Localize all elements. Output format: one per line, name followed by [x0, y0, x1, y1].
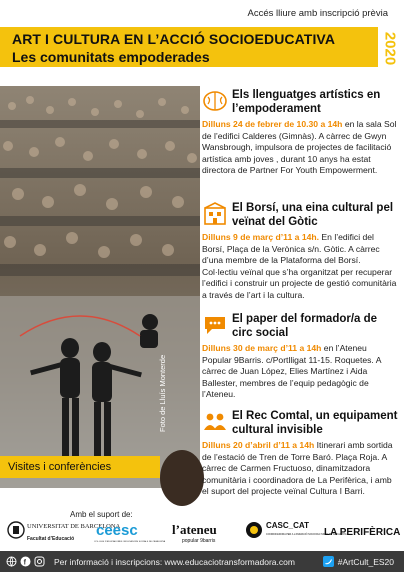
access-note: Accés lliure amb inscripció prèvia — [247, 8, 388, 19]
event-title: El Borsí, una eina cultural pel veïnat del Gòtic — [232, 202, 394, 228]
ub-logo-name: UNIVERSITAT DE BARCELONA — [27, 523, 121, 530]
social-icons — [6, 556, 48, 567]
footer-bar — [0, 551, 404, 572]
globe-icon[interactable] — [6, 556, 17, 567]
visits-caption: Visites i conferències — [0, 456, 160, 478]
photo-credit: Foto de Lluís Monterde — [158, 354, 167, 432]
casc-logo-sub: COORDINADORA PER A L’ANIMACIÓ SOCIOCULTURAL DE CATALUNYA — [266, 533, 347, 536]
event-text: En l’edifici del Borsí, Plaça de la Verònica s/n. Gòtic. A càrrec d’una membre de la Plataforma del Borsí. Col·lectiu veïnal que s’ha organitzat per recuperar l’edifici i construir un projecte de gestió comunitària a través de l’art i la cultura. — [202, 232, 397, 300]
periferica-logo-name: LA PERIFÈRICA — [324, 527, 401, 538]
svg-text:f: f — [23, 559, 26, 567]
support-label: Amb el suport de: — [70, 510, 133, 519]
event-title: Els llenguatges artístics en l’empoderament — [232, 89, 381, 115]
event-description — [202, 119, 398, 177]
event-date: Dilluns 30 de març d’11 a 14h — [202, 343, 322, 353]
instagram-icon[interactable] — [34, 556, 45, 567]
event-text: en l’Ateneu Popular 9Barris. c/Portlligat 11-15. Roquetes. A càrrec de Juan López, Elies Martínez i Aida Ballester, membres de l’equip pedagògic de l’Ateneu. — [202, 343, 381, 400]
ateneu-logo-name: l’ateneu — [172, 522, 217, 537]
event-text: en la sala Sol de l’edifici Calderes (Gimnàs). A càrrec de Gwyn Wansbrough, impulsora de projectes de facilitació artística amb joves , durant 10 anys ha estat directora de Partner For Youth Empowerment. — [202, 119, 397, 176]
hashtag-text: #ArtCult_ES20 — [337, 556, 394, 567]
event-text: Itinerari amb sortida de l’estació de Tren de Torre Baró. Plaça Roja. A càrrec de Carmen Fructuoso, dinamitzadora comunitària i coordinadora de La Perifèrica, i amb el suport del projecte veïnal Cultura I Barri. — [202, 440, 393, 497]
event-title: El paper del formador/a de circ social — [232, 313, 378, 339]
event-title: El Rec Comtal, un equipament cultural invisible — [232, 410, 398, 436]
event-item — [202, 88, 398, 177]
event-date: Dilluns 24 de febrer de 10.30 a 14h — [202, 119, 343, 129]
year-label — [376, 22, 400, 72]
ateneu-logo-sub: popular 9barris — [182, 538, 216, 544]
page-title: ART I CULTURA EN L’ACCIÓ SOCIOEDUCATIVA — [12, 31, 336, 47]
event-description — [202, 232, 398, 302]
casc-logo — [244, 518, 347, 544]
brain-icon — [202, 89, 228, 113]
casc-logo-name: CASC_CAT — [266, 521, 309, 530]
ceesc-logo-name: ceesc — [96, 522, 138, 539]
year-text: 2020 — [381, 31, 399, 66]
twitter-icon[interactable] — [323, 556, 334, 567]
building-icon — [202, 202, 228, 226]
facebook-icon[interactable] — [20, 556, 31, 567]
hashtag — [323, 556, 394, 567]
event-item — [202, 201, 398, 302]
partner-logos — [0, 518, 404, 546]
periferica-logo — [322, 518, 401, 544]
ateneu-logo — [168, 518, 236, 544]
event-date: Dilluns 9 de març d’11 a 14h. — [202, 232, 320, 242]
event-date: Dilluns 20 d’abril d’11 a 14h — [202, 440, 315, 450]
people-icon — [202, 410, 228, 434]
page-subtitle: Les comunitats empoderades — [12, 49, 210, 65]
event-item — [202, 409, 398, 498]
ceesc-logo-sub: COL·LEGI D’EDUCADORES I EDUCADORS SOCIALS DE CATALUNYA — [94, 541, 166, 543]
event-photo — [0, 86, 200, 488]
chat-icon — [202, 313, 228, 337]
ub-logo-sub: Facultat d’Educació — [27, 536, 75, 542]
footer-info[interactable]: Per informació i inscripcions: www.educaciotransformadora.com — [54, 556, 295, 567]
event-description — [202, 440, 398, 498]
ceesc-logo — [92, 518, 164, 544]
event-description — [202, 343, 398, 401]
event-item — [202, 312, 398, 401]
